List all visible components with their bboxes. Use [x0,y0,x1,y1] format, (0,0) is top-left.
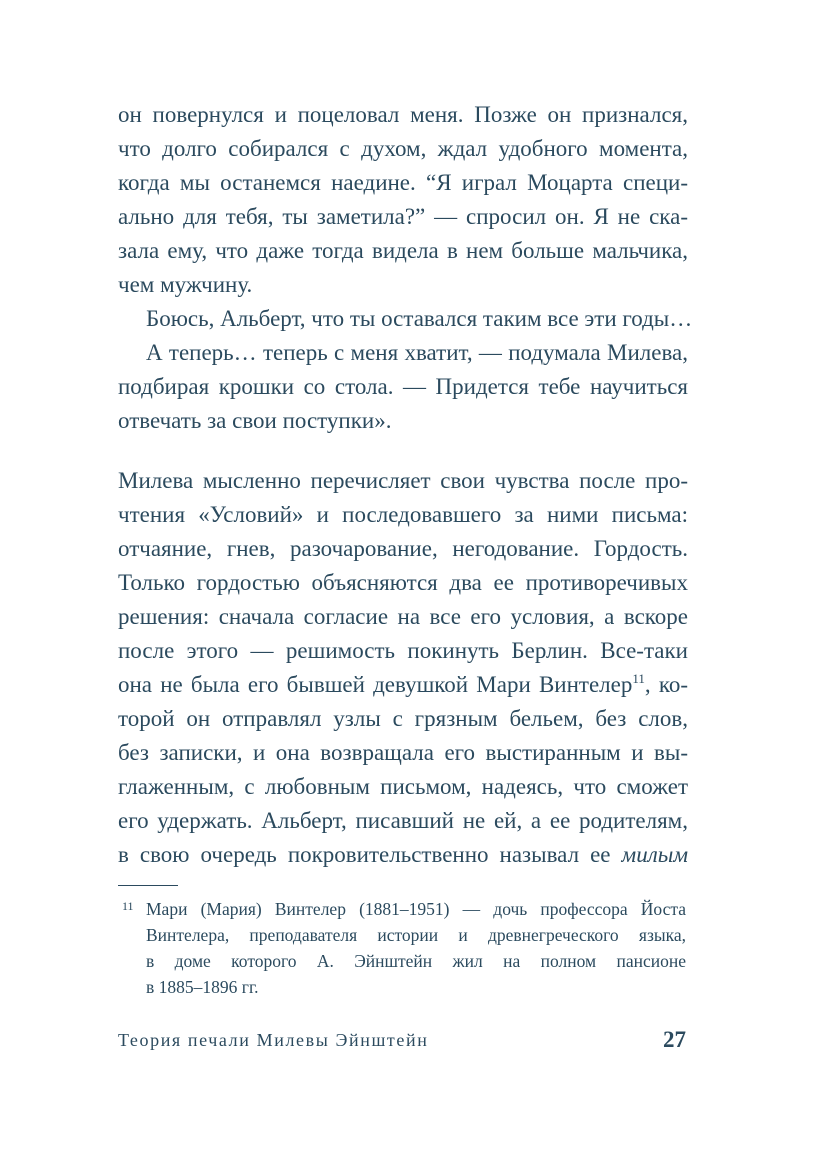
body-line: глаженным, с любовным письмом, надеясь, что сможет [118,774,688,799]
body-line: когда мы останемся наедине. “Я играл Моцарта специ- [118,170,688,195]
running-title: Теория печали Милевы Эйнштейн [118,1030,429,1050]
body-line-text: в свою очередь покровительственно называл ее [118,842,622,867]
body-line: Боюсь, Альберт, что ты оставался таким все эти годы… [146,306,693,331]
body-line-italic-end [118,840,688,870]
body-line: зала ему, что даже тогда видела в нем больше мальчика, [118,238,688,263]
footnote-line: Винтелера, преподавателя истории и древнегреческого языка, [146,925,686,945]
body-line-with-footnote-ref [118,670,688,700]
body-line: торой он отправлял узлы с грязным бельем, без слов, [118,706,688,731]
italic-word: милым [621,842,688,867]
body-line: он повернулся и поцеловал меня. Позже он признался, [118,102,688,127]
body-line: его удержать. Альберт, писавший не ей, а ее родителям, [118,808,688,833]
footnote-line: Мари (Мария) Винтелер (1881–1951) — дочь профессора Йоста [146,899,686,919]
footnote-reference[interactable]: 11 [632,671,645,686]
footnote-line: в доме которого А. Эйнштейн жил на полном пансионе [146,951,686,971]
body-line: без записки, и она возвращала его выстиранным и вы- [118,740,688,765]
page-number: 27 [663,1027,686,1052]
body-line: Только гордостью объясняются два ее противоречивых [118,570,688,595]
body-line: чем мужчину. [118,272,253,297]
body-line: после этого — решимость покинуть Берлин. Все-таки [118,638,688,663]
body-line: подбирая крошки со стола. — Придется тебе научиться [118,374,688,399]
footnote-number: 11 [122,899,134,913]
footnote-divider [118,885,178,886]
body-line: А теперь… теперь с меня хватит, — подумала Милева, [146,340,688,365]
body-line: решения: сначала согласие на все его условия, а вскоре [118,604,688,629]
body-line: что долго собирался с духом, ждал удобного момента, [118,136,688,161]
body-line: отвечать за свои поступки». [118,408,392,433]
body-line: чтения «Условий» и последовавшего за ними письма: [118,502,688,527]
body-line-text: , ко- [644,672,688,697]
body-line-text: она не была его бывшей девушкой Мари Винтелер [118,672,633,697]
body-line: ально для тебя, ты заметила?” — спросил он. Я не ска- [118,204,688,229]
body-line: Милева мысленно перечисляет свои чувства после про- [118,468,688,493]
body-line: отчаяние, гнев, разочарование, негодование. Гордость. [118,536,688,561]
footnote-line: в 1885–1896 гг. [146,977,259,997]
